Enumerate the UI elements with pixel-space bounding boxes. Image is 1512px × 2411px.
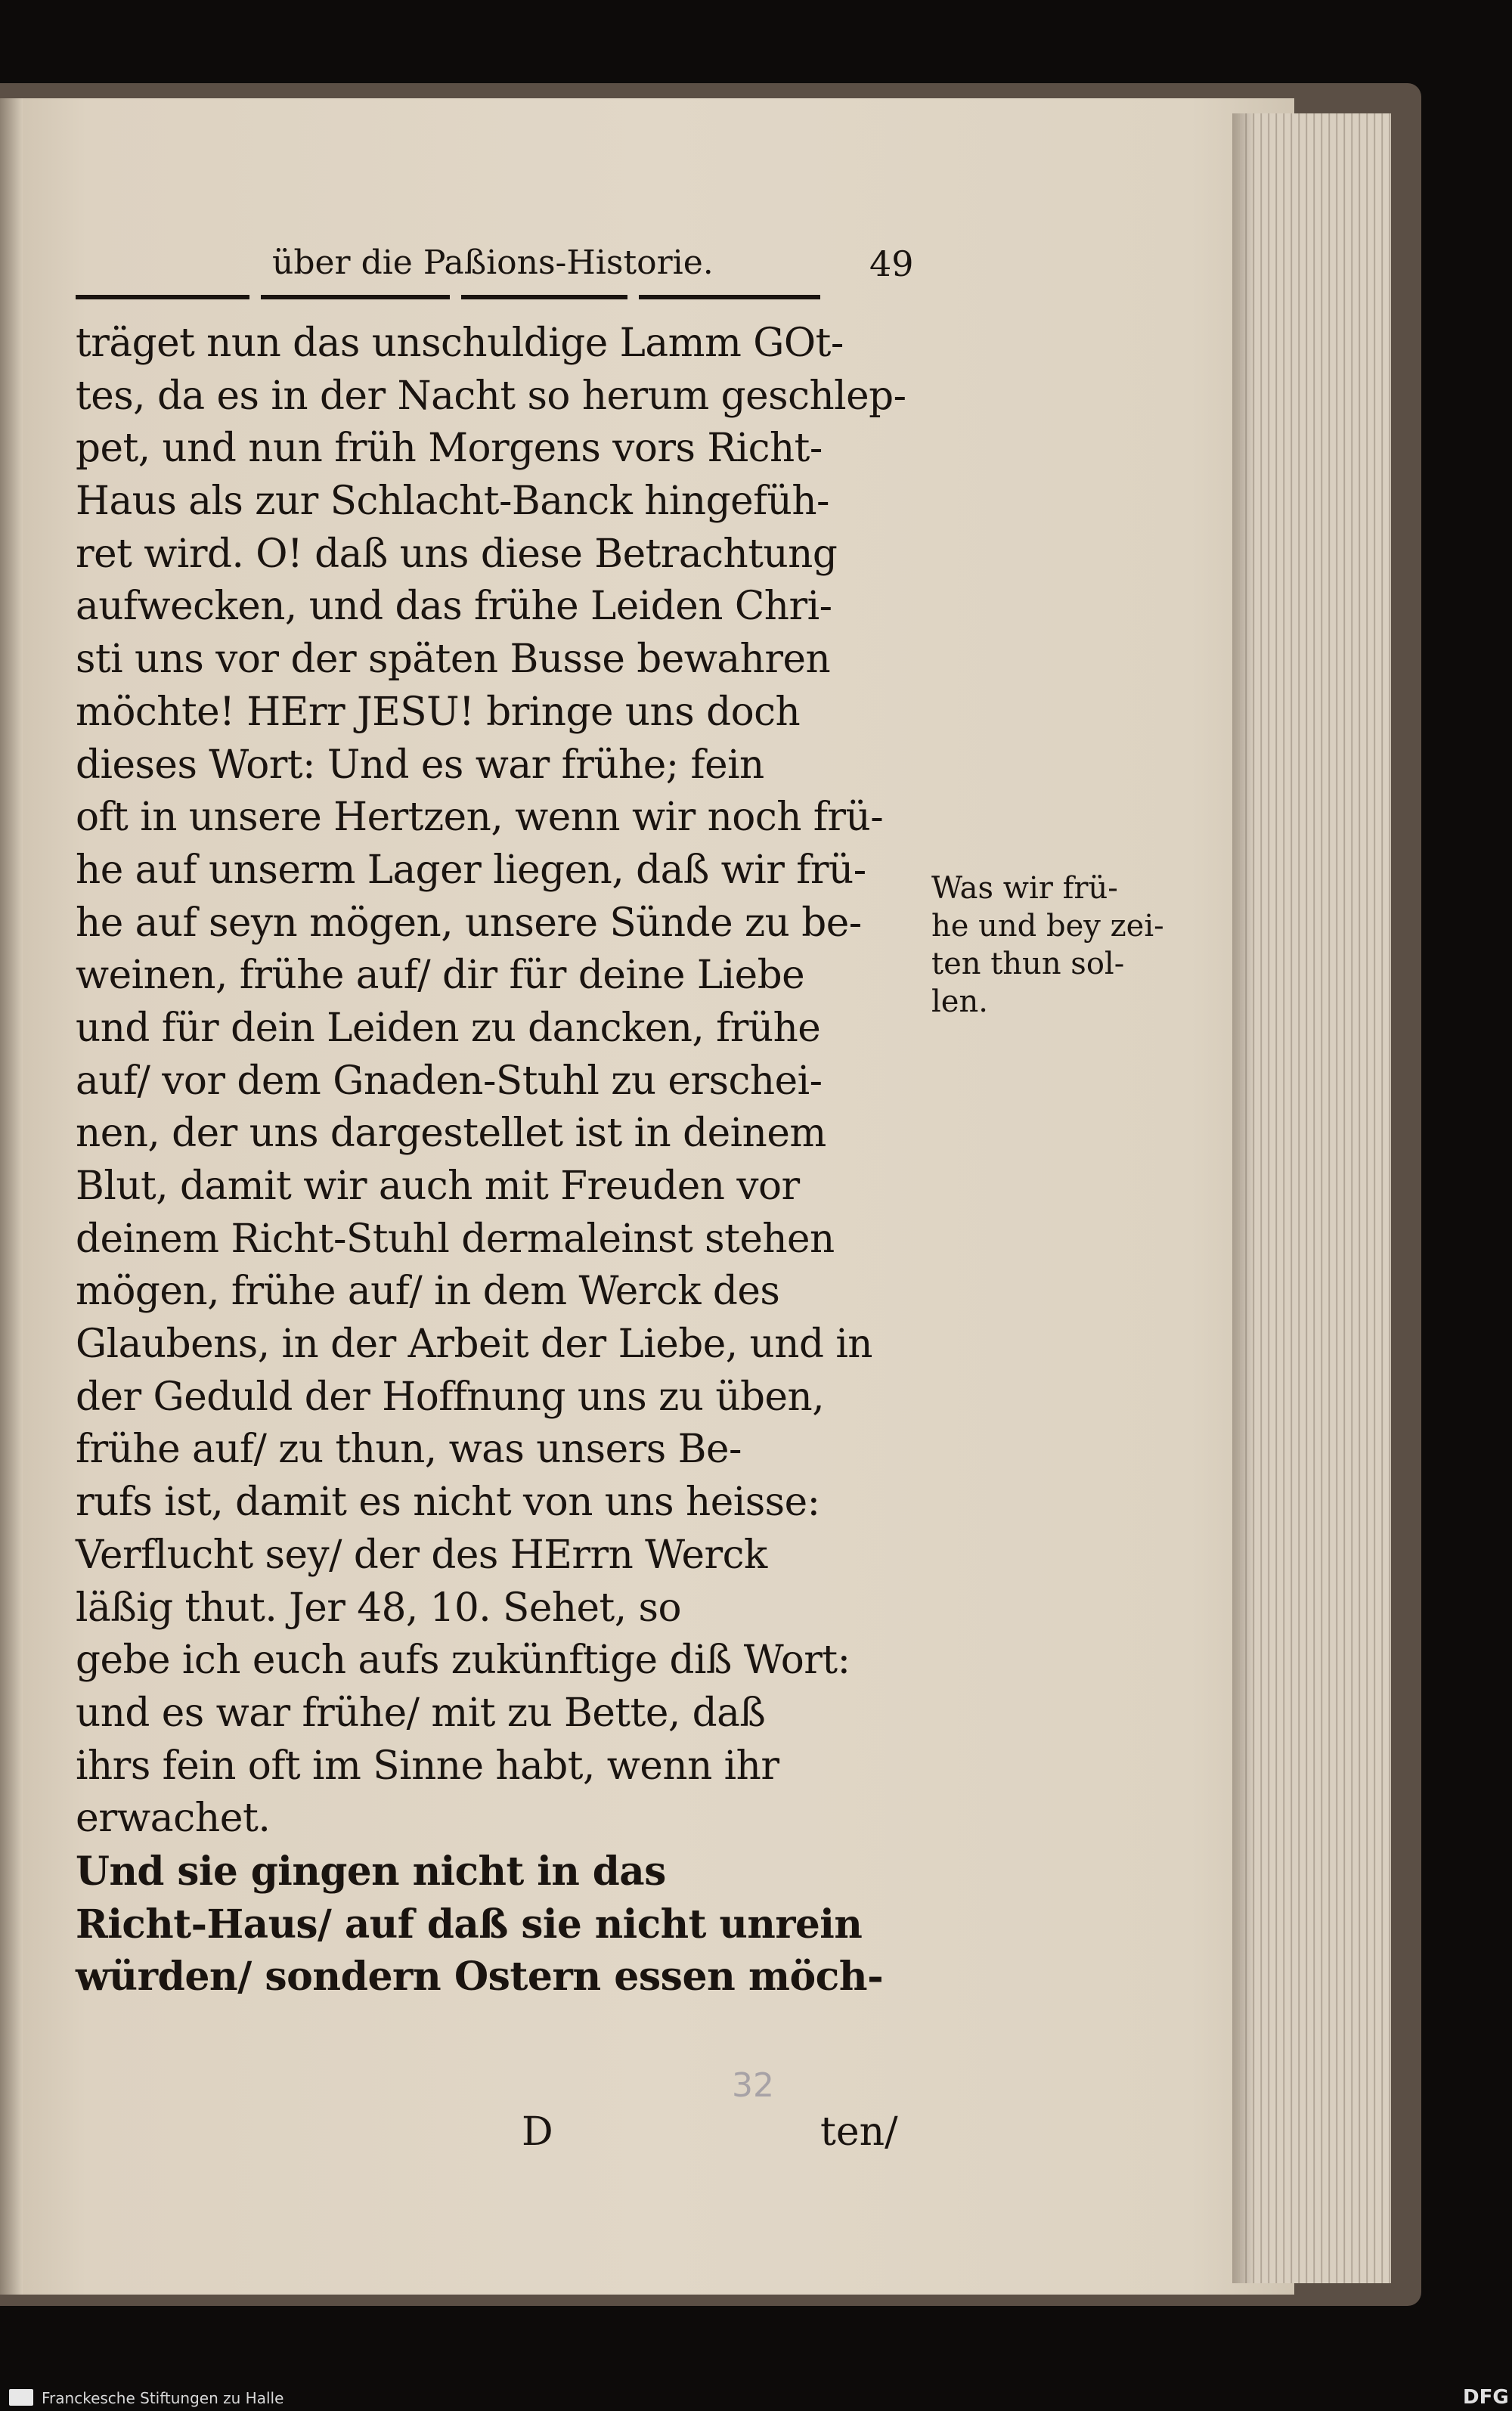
- text-line: ret wird. O! daß uns diese Betrachtung: [76, 531, 838, 577]
- text-line: würden/ sondern Ostern essen möch-: [76, 1954, 884, 2000]
- text-line: möchte! HErr JESU! bringe uns doch: [76, 689, 801, 735]
- text-line: der Geduld der Hoffnung uns zu üben,: [76, 1374, 825, 1420]
- text-line: läßig thut. Jer 48, 10. Sehet, so: [76, 1585, 682, 1631]
- pencil-number: 32: [732, 2066, 774, 2105]
- text-line: Haus als zur Schlacht-Banck hingefüh-: [76, 479, 829, 525]
- institution-logo-icon: [9, 2389, 33, 2406]
- text-line: gebe ich euch aufs zukünftige diß Wort:: [76, 1638, 850, 1684]
- footer-institution: Franckesche Stiftungen zu Halle: [42, 2389, 284, 2407]
- text-line: Und sie gingen nicht in das: [76, 1848, 666, 1895]
- header-rule-segment: [639, 295, 820, 299]
- text-line: und für dein Leiden zu dancken, frühe: [76, 1005, 821, 1051]
- text-line: auf/ vor dem Gnaden-Stuhl zu erschei-: [76, 1058, 823, 1104]
- text-line: dieses Wort: Und es war frühe; fein: [76, 742, 764, 788]
- page-edges: [1240, 113, 1391, 2283]
- footer-brand: DFG: [1463, 2386, 1509, 2409]
- text-line: deinem Richt-Stuhl dermaleinst stehen: [76, 1216, 835, 1262]
- text-line: erwachet.: [76, 1796, 271, 1842]
- running-head: über die Paßions-Historie.: [272, 243, 714, 282]
- header-rule-segment: [76, 295, 249, 299]
- text-line: und es war frühe/ mit zu Bette, daß: [76, 1690, 766, 1736]
- text-line: Verflucht sey/ der des HErrn Werck: [76, 1532, 767, 1578]
- header-rule-segment: [261, 295, 450, 299]
- header-rule-segment: [461, 295, 627, 299]
- marginal-note-line: he und bey zei-: [931, 909, 1164, 944]
- marginal-note: [931, 869, 1181, 1021]
- text-line: mögen, frühe auf/ in dem Werck des: [76, 1269, 780, 1315]
- text-line: sti uns vor der späten Busse bewahren: [76, 637, 831, 683]
- marginal-note-line: Was wir frü-: [931, 871, 1118, 906]
- signature-mark: D: [522, 2109, 553, 2155]
- catchword: ten/: [820, 2109, 898, 2155]
- marginal-note-line: ten thun sol-: [931, 947, 1125, 981]
- page-number: 49: [869, 243, 914, 284]
- text-line: träget nun das unschuldige Lamm GOt-: [76, 321, 844, 366]
- text-line: Glaubens, in der Arbeit der Liebe, und in: [76, 1322, 873, 1368]
- text-line: Richt-Haus/ auf daß sie nicht unrein: [76, 1901, 863, 1948]
- page-gutter: [0, 98, 23, 2295]
- text-line: aufwecken, und das frühe Leiden Chri-: [76, 584, 832, 630]
- text-line: pet, und nun früh Morgens vors Richt-: [76, 426, 823, 472]
- page-edge-shadow: [1232, 113, 1255, 2283]
- body-text: [76, 318, 922, 2003]
- marginal-note-line: len.: [931, 984, 988, 1019]
- text-line: weinen, frühe auf/ dir für deine Liebe: [76, 953, 805, 999]
- text-line: ihrs fein oft im Sinne habt, wenn ihr: [76, 1743, 779, 1789]
- text-line: frühe auf/ zu thun, was unsers Be-: [76, 1427, 742, 1473]
- text-line: tes, da es in der Nacht so herum geschlep-: [76, 373, 906, 419]
- text-line: rufs ist, damit es nicht von uns heisse:: [76, 1480, 820, 1526]
- header-rule: [76, 295, 915, 302]
- text-line: nen, der uns dargestellet ist in deinem: [76, 1111, 826, 1157]
- text-line: he auf unserm Lager liegen, daß wir frü-: [76, 847, 866, 893]
- text-line: he auf seyn mögen, unsere Sünde zu be-: [76, 900, 862, 946]
- text-line: Blut, damit wir auch mit Freuden vor: [76, 1164, 800, 1209]
- text-line: oft in unsere Hertzen, wenn wir noch frü-: [76, 795, 884, 841]
